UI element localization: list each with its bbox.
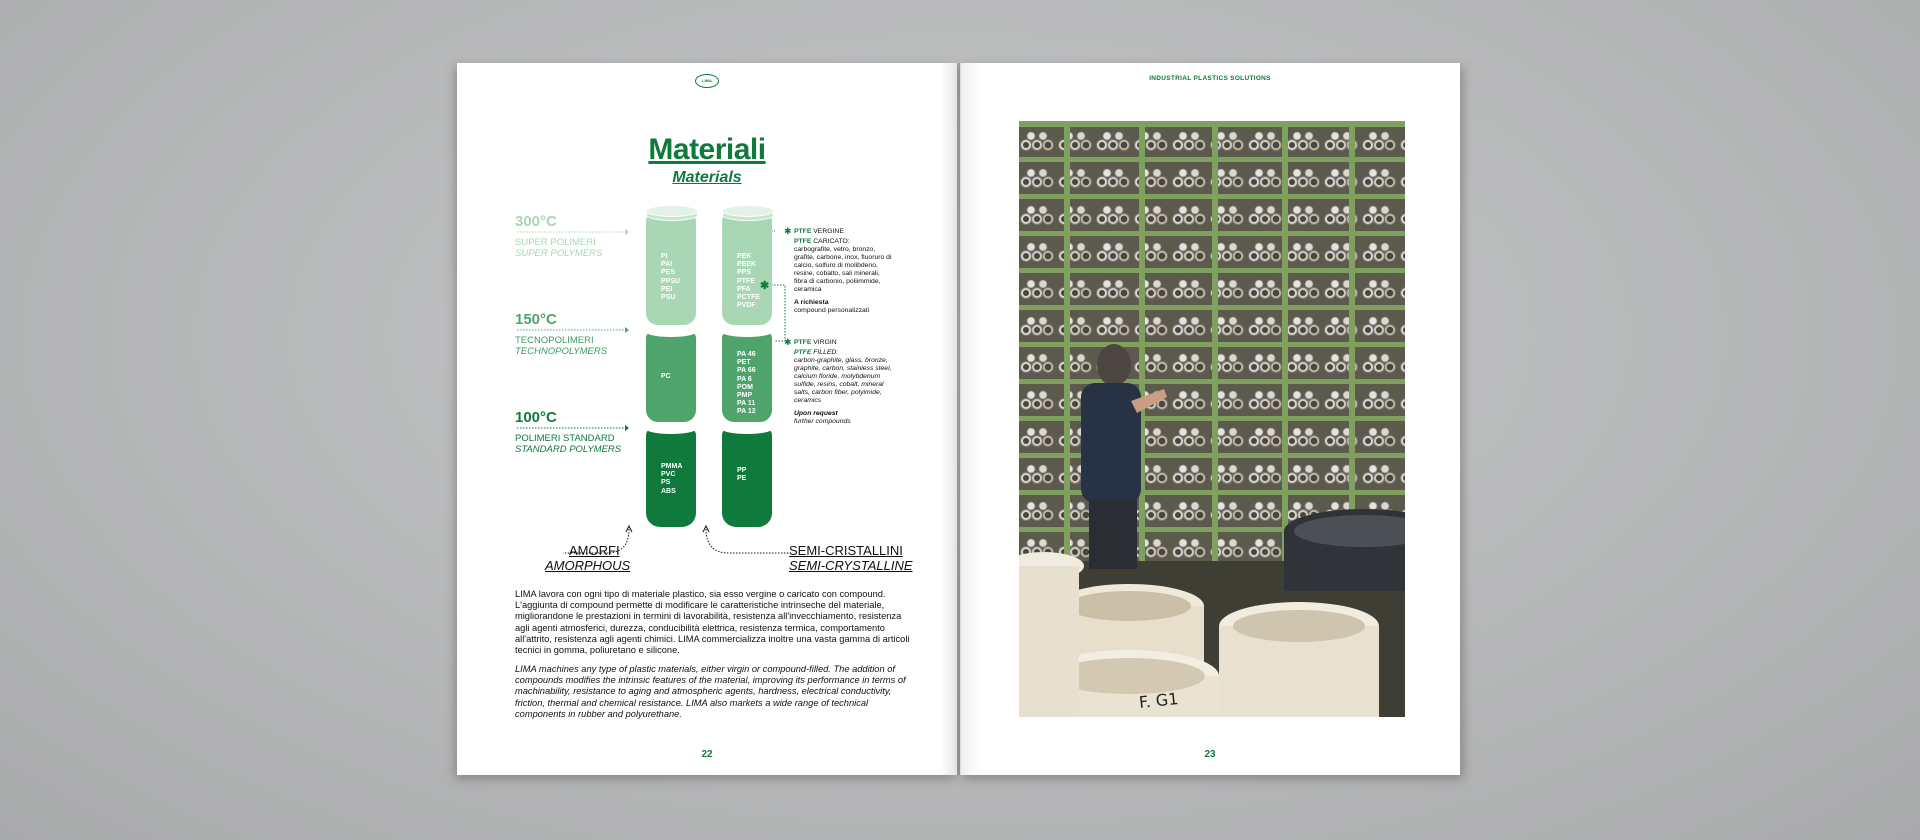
- tier-label-en: TECHNOPOLYMERS: [515, 346, 608, 357]
- column-cap: [646, 205, 698, 217]
- tier-temp: 150°C: [515, 311, 557, 328]
- request-title: Upon request: [794, 410, 838, 417]
- warehouse-photo: [1019, 121, 1405, 717]
- asterisk-icon: ✱: [784, 337, 792, 347]
- body-text-italian: LIMA lavora con ogni tipo di materiale plastico, sia esso vergine o caricato con compound. L'aggiunta di compound permette di modificare le caratteristiche intrinseche del materiale, migliorandone le prestazioni in termini di lavorabilità, resistenza all'invecchiamento, resistenza agli agenti atmosferici, durezza, conducibilità elettrica, resistenza termica, comportamento all'attrito, resistenza agli agenti chimici. LIMA commercializza inoltre una vasta gamma di articoli tecnici in gomma, poliuretano e silicone.: [515, 589, 910, 656]
- request-text: further compounds: [794, 418, 851, 425]
- column-cap: [722, 205, 774, 217]
- column-segment-bottom: [722, 429, 772, 527]
- semicrystalline-column: [722, 205, 772, 527]
- filled-label: CARICATO:: [813, 238, 850, 245]
- ring-marking: F. G1: [1138, 688, 1180, 713]
- column-gap: [722, 327, 772, 337]
- amorphous-label: [545, 543, 630, 573]
- column-label-top: PEK PEEK PPS PTFE PFA PCTFE PVDF: [737, 253, 760, 310]
- column-label-middle: PA 46 PET PA 66 PA 6 POM PMP PA 11 PA 12: [737, 351, 756, 416]
- page-subtitle: Materials: [672, 169, 742, 186]
- amorphous-en: AMORPHOUS: [545, 558, 631, 573]
- semicrystalline-it: SEMI-CRISTALLINI: [789, 543, 903, 558]
- column-label-top: PI PAI PES PPSU PEI PSU: [661, 253, 681, 302]
- warehouse-illustration: [1019, 121, 1405, 717]
- semicrystalline-en: SEMI-CRYSTALLINE: [789, 558, 913, 573]
- notes-english: [784, 337, 894, 426]
- filled-label: FILLED:: [813, 349, 839, 356]
- tier-label-it: SUPER POLIMERI: [515, 237, 596, 248]
- body-text-english: LIMA machines any type of plastic materials, either virgin or compound-filled. The addition of compounds modifies the intrinsic features of the material, improving its performance in terms of machinability, resistance to aging and atmospheric agents, hardness, electrical conductivity, friction, thermal and chemical resistance. LIMA also markets a wide range of technical components in rubber and polyurethane.: [515, 664, 906, 719]
- column-segment-middle: [646, 332, 696, 422]
- filled-list: carbon-graphite, glass, bronze, graphite, carbon, stainless steel, calcium floride, molybdenum sulfide, resins, cobalt, mineral salts, carbon fiber, polyimide, ceramics: [794, 357, 892, 404]
- amorphous-it: AMORFI: [569, 543, 620, 558]
- page-number-right: 23: [1204, 749, 1216, 760]
- right-page: [960, 63, 1460, 775]
- tier-label-en: STANDARD POLYMERS: [515, 444, 622, 455]
- lima-logo: LIMA: [695, 74, 719, 88]
- column-gap: [646, 327, 696, 337]
- ptfe-label: PTFE: [794, 238, 812, 245]
- running-header: INDUSTRIAL PLASTICS SOLUTIONS: [1149, 75, 1271, 82]
- request-title: A richiesta: [794, 299, 829, 306]
- ptfe-label: PTFE: [794, 339, 812, 346]
- tier-label-it: TECNOPOLIMERI: [515, 335, 594, 346]
- asterisk-icon: ✱: [784, 226, 792, 236]
- column-gap: [722, 424, 772, 434]
- page-number-left: 22: [701, 749, 713, 760]
- asterisk-icon: ✱: [760, 280, 770, 292]
- semicrystalline-label: [789, 543, 913, 573]
- page-title: Materiali: [648, 133, 766, 166]
- column-label-middle: PC: [661, 373, 671, 380]
- notes-italian: [784, 226, 894, 315]
- amorphous-column: [646, 205, 696, 527]
- virgin-label: VIRGIN: [813, 339, 837, 346]
- column-gap: [646, 424, 696, 434]
- left-page: [457, 63, 957, 775]
- column-label-bottom: PMMA PVC PS ABS: [661, 463, 683, 495]
- tier-temp: 100°C: [515, 409, 557, 426]
- request-text: compound personalizzati: [794, 307, 870, 314]
- tier-label-en: SUPER POLYMERS: [515, 248, 603, 259]
- tier-label-it: POLIMERI STANDARD: [515, 433, 615, 444]
- ptfe-label: PTFE: [794, 228, 812, 235]
- column-label-bottom: PP PE: [737, 467, 747, 483]
- ptfe-label: PTFE: [794, 349, 812, 356]
- virgin-label: VERGINE: [813, 228, 844, 235]
- tier-temp: 300°C: [515, 213, 557, 230]
- filled-list: carbografite, vetro, bronzo, grafite, carbone, inox, fluoruro di calcio, solfuro di molibdeno, resine, cobalto, sali minerali, fibra di carbonio, poliimmide, ceramica: [794, 246, 892, 293]
